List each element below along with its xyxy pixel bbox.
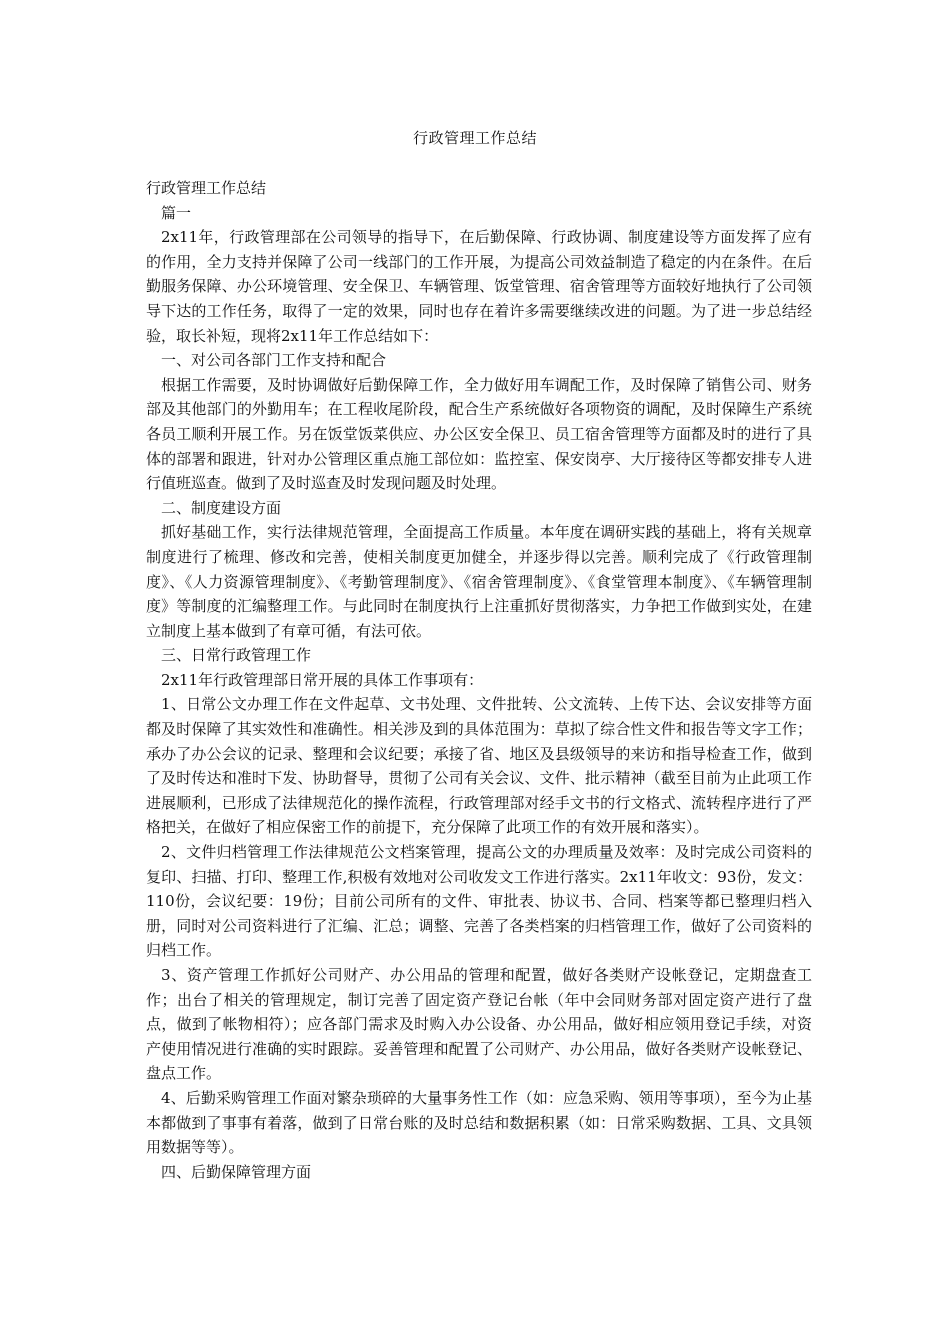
part-label: 篇一 bbox=[161, 203, 192, 222]
document-title: 行政管理工作总结 bbox=[412, 129, 537, 147]
paragraph-section-1: 根据工作需要，及时协调做好后勤保障工作，全力做好用车调配工作，及时保障了销售公司、财务部及其他部门的外勤用车；在工程收尾阶段，配合生产系统做好各项物资的调配，及时保障生产系统各员工顺利开展工作。另在饭堂饭菜供应、办公区安全保卫、员工宿舍管理等方面都及时的进行了具体的部署和跟进，针对办公管理区重点施工部位如：监控室、保安岗亭、大厅接待区等都安排专人进行值班巡查。做到了及时巡查及时发现问题及时处理。 bbox=[146, 375, 812, 493]
list-item-3: 3、资产管理工作抓好公司财产、办公用品的管理和配置，做好各类财产设帐登记，定期盘查工作；出台了相关的管理规定，制订完善了固定资产登记台帐（年中会同财务部对固定资产进行了盘点，做到了帐物相符）；应各部门需求及时购入办公设备、办公用品，做好相应领用登记手续，对资产使用情况进行准确的实时跟踪。妥善管理和配置了公司财产、办公用品，做好各类财产设帐登记、盘点工作。 bbox=[146, 966, 812, 1083]
paragraph-section-2: 抓好基础工作，实行法律规范管理，全面提高工作质量。本年度在调研实践的基础上，将有关规章制度进行了梳理、修改和完善，使相关制度更加健全，并逐步得以完善。顺利完成了《行政管理制度》、《人力资源管理制度》、《考勤管理制度》、《宿舍管理制度》、《食堂管理本制度》、《车辆管理制度》等制度的汇编整理工作。与此同时在制度执行上注重抓好贯彻落实，力争把工作做到实处，在建立制度上基本做到了有章可循，有法可依。 bbox=[146, 523, 812, 640]
paragraph-intro: 2x11年，行政管理部在公司领导的指导下，在后勤保障、行政协调、制度建设等方面发挥了应有的作用，全力支持并保障了公司一线部门的工作开展，为提高公司效益制造了稳定的内在条件。在后勤服务保障、办公环境管理、安全保卫、车辆管理、饭堂管理、宿舍管理等方面较好地执行了公司领导下达的工作任务，取得了一定的效果，同时也存在着许多需要继续改进的问题。为了进一步总结经验，取长补短，现将2x11年工作总结如下： bbox=[146, 228, 812, 345]
list-item-2: 2、文件归档管理工作法律规范公文档案管理，提高公文的办理质量及效率：及时完成公司资料的复印、扫描、打印、整理工作,积极有效地对公司收发文工作进行落实。2x11年收文：93份，发文：110份，会议纪要：19份；目前公司所有的文件、审批表、协议书、合同、档案等都已整理归档入册，同时对公司资料进行了汇编、汇总；调整、完善了各类档案的归档管理工作，做好了公司资料的归档工作。 bbox=[146, 843, 812, 960]
section-heading-1: 一、对公司各部门工作支持和配合 bbox=[161, 351, 387, 370]
paragraph-section-3-intro: 2x11年行政管理部日常开展的具体工作事项有： bbox=[161, 670, 484, 689]
section-heading-2: 二、制度建设方面 bbox=[161, 498, 282, 517]
section-heading-4: 四、后勤保障管理方面 bbox=[161, 1162, 312, 1181]
list-item-1: 1、日常公文办理工作在文件起草、文书处理、文件批转、公文流转、上传下达、会议安排等方面都及时保障了其实效性和准确性。相关涉及到的具体范围为：草拟了综合性文件和报告等文字工作；承办了办公会议的记录、整理和会议纪要；承接了省、地区及县级领导的来访和指导检查工作，做到了及时传达和准时下发、协助督导，贯彻了公司有关会议、文件、批示精神（截至目前为止此项工作进展顺利，已形成了法律规范化的操作流程，行政管理部对经手文书的行文格式、流转程序进行了严格把关，在做好了相应保密工作的前提下，充分保障了此项工作的有效开展和落实）。 bbox=[146, 695, 812, 837]
list-item-4: 4、后勤采购管理工作面对繁杂琐碎的大量事务性工作（如：应急采购、领用等事项），至今为止基本都做到了事事有着落，做到了日常台账的及时总结和数据积累（如：日常采购数据、工具、文具领用数据等等）。 bbox=[146, 1088, 812, 1157]
document-body bbox=[146, 176, 812, 1184]
document-subtitle: 行政管理工作总结 bbox=[146, 179, 267, 197]
section-heading-3: 三、日常行政管理工作 bbox=[161, 646, 312, 665]
